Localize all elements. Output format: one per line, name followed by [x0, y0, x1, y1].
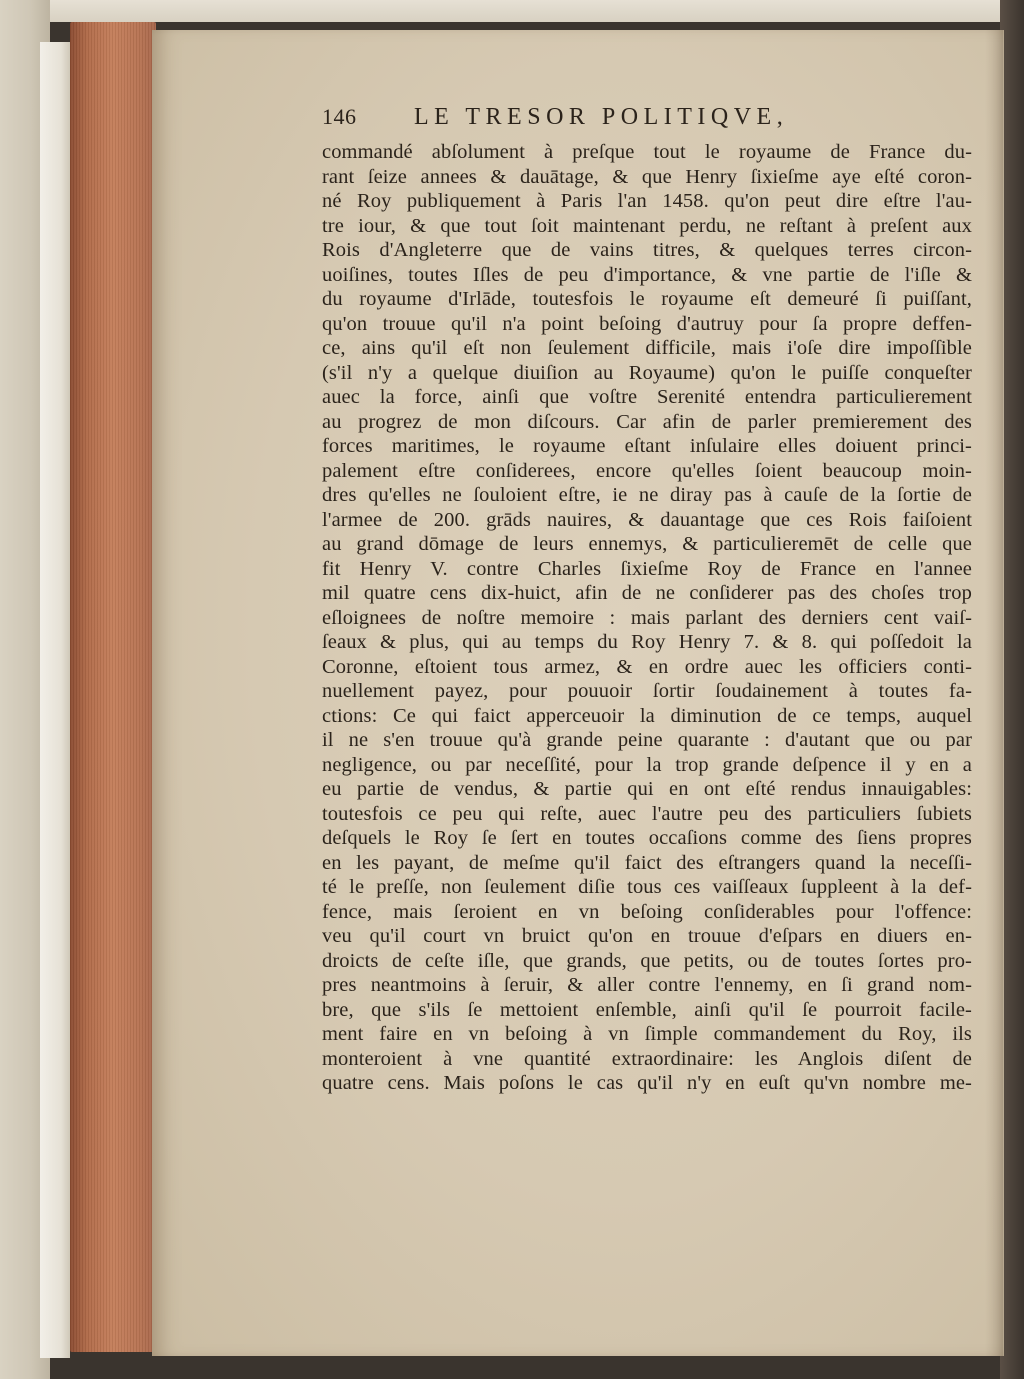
- text-line: monteroient à vne quantité extraordinaire: les Anglois diſent de: [322, 1047, 972, 1070]
- text-line: eſloignees de noſtre memoire : mais parlant des derniers cent vaiſ-: [322, 606, 972, 629]
- scan-background-top: [0, 0, 1024, 22]
- text-line: (s'il n'y a quelque diuiſion au Royaume) qu'on le puiſſe conqueſter: [322, 361, 972, 384]
- text-line: dres qu'elles ne ſouloient eſtre, ie ne diray pas à cauſe de la ſortie de: [322, 484, 972, 506]
- text-line: droicts de ceſte iſle, que grands, que petits, ou de toutes ſortes pro-: [322, 949, 972, 972]
- text-line: forces maritimes, le royaume eſtant inſulaire elles doiuent princi-: [322, 435, 972, 457]
- text-line: du royaume d'Irlāde, toutesfois le royaume eſt demeuré ſi puiſſant,: [322, 288, 972, 310]
- text-line: té le preſſe, non ſeulement diſie tous ces vaiſſeaux ſuppleent à la def-: [322, 876, 972, 898]
- text-line: veu qu'il court vn bruict qu'on en trouue d'eſpars en diuers en-: [322, 925, 972, 947]
- text-line: en les payant, de meſme qu'il faict des eſtrangers quand la neceſſi-: [322, 851, 972, 874]
- text-line: il ne s'en trouue qu'à grande peine quarante : d'autant que ou par: [322, 729, 972, 751]
- text-line: rant ſeize annees & dauātage, & que Henry ſixieſme aye eſté coron-: [322, 165, 972, 188]
- text-line: qu'on trouue qu'il n'a point beſoing d'autruy pour ſa propre deffen-: [322, 312, 972, 335]
- text-line: eu partie de vendus, & partie qui en ont eſté rendus innauigables:: [322, 778, 972, 800]
- text-line: auec la force, ainſi que voſtre Serenité entendra particulierement: [322, 386, 972, 408]
- running-title: LE TRESOR POLITIQVE,: [414, 104, 789, 130]
- text-line: deſquels le Roy ſe ſert en toutes occaſions comme des ſiens propres: [322, 827, 972, 849]
- page-header: [322, 104, 972, 140]
- text-line: tre iour, & que tout ſoit maintenant perdu, ne reſtant à preſent aux: [322, 214, 972, 237]
- gilt-page-edges: [70, 22, 156, 1352]
- text-line: ce, ains qu'il eſt non ſeulement difficile, mais i'oſe dire impoſſible: [322, 337, 972, 359]
- text-line: pres neantmoins à ſeruir, & aller contre l'ennemy, en ſi grand nom-: [322, 974, 972, 996]
- text-line: bre, que s'ils ſe mettoient enſemble, ainſi qu'il ſe pourroit facile-: [322, 998, 972, 1021]
- text-line: ctions: Ce qui faict apperceuoir la diminution de ce temps, auquel: [322, 704, 972, 727]
- text-line: commandé abſolument à preſque tout le royaume de France du-: [322, 141, 972, 163]
- text-line: negligence, ou par neceſſité, pour la trop grande deſpence il y en a: [322, 753, 972, 776]
- printed-text-block: [322, 104, 972, 1096]
- text-line: né Roy publiquement à Paris l'an 1458. qu'on peut dire eſtre l'au-: [322, 190, 972, 212]
- text-line: toutesfois ce peu qui reſte, auec l'autre peu des particuliers ſubiets: [322, 802, 972, 825]
- text-line: uoiſines, toutes Iſles de peu d'importance, & vne partie de l'iſle &: [322, 263, 972, 286]
- text-line: quatre cens. Mais poſons le cas qu'il n'y en euſt qu'vn nombre me-: [322, 1072, 972, 1094]
- page-stack: [40, 42, 70, 1358]
- text-line: ment faire en vn beſoing à vn ſimple commandement du Roy, ils: [322, 1023, 972, 1045]
- page-gutter-shadow: [985, 30, 1003, 1356]
- text-line: ſeaux & plus, qui au temps du Roy Henry 7. & 8. qui poſſedoit la: [322, 631, 972, 653]
- text-line: mil quatre cens dix-huict, afin de ne conſiderer pas des choſes trop: [322, 582, 972, 604]
- text-line: Rois d'Angleterre que de vains titres, & quelques terres circon-: [322, 239, 972, 261]
- text-line: nuellement payez, pour pouuoir ſortir ſoudainement à toutes fa-: [322, 680, 972, 702]
- body-text: [322, 140, 972, 1096]
- page-number: 146: [322, 104, 357, 129]
- text-line: au progrez de mon diſcours. Car afin de parler premierement des: [322, 410, 972, 433]
- text-line: fit Henry V. contre Charles ſixieſme Roy de France en l'annee: [322, 557, 972, 580]
- text-line: Coronne, eſtoient tous armez, & en ordre auec les officiers conti-: [322, 655, 972, 678]
- text-line: palement eſtre conſiderees, encore qu'elles ſoient beaucoup moin-: [322, 459, 972, 482]
- text-line: au grand dōmage de leurs ennemys, & particulieremēt de celle que: [322, 533, 972, 555]
- text-line: fence, mais ſeroient en vn beſoing conſiderables pour l'offence:: [322, 900, 972, 923]
- text-line: l'armee de 200. grāds nauires, & dauantage que ces Rois faiſoient: [322, 508, 972, 531]
